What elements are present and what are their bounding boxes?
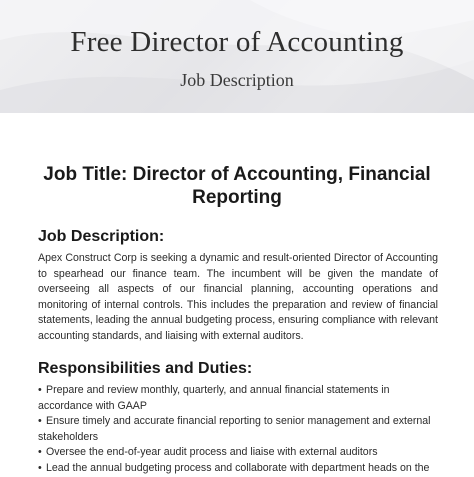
- list-item-text: Ensure timely and accurate financial reporting to senior management and external stakeholders: [38, 415, 431, 443]
- job-title-heading: Job Title: Director of Accounting, Financial Reporting: [43, 164, 431, 208]
- header-banner: [0, 0, 474, 113]
- list-item: [38, 383, 438, 414]
- bullet-icon: •: [38, 461, 42, 474]
- banner-subtitle: Job Description: [180, 70, 294, 90]
- job-description-paragraph: Apex Construct Corp is seeking a dynamic and result-oriented Director of Accounting to spearhead our finance team. The incumbent will be given the mandate of overseeing all aspects of our financial planning, accounting operations and monitoring of internal controls. This includes the preparation and review of financial statements, leading the annual budgeting process, ensuring compliance with relevant accounting standards, and liaising with external auditors.: [38, 252, 438, 342]
- document-page: [0, 113, 474, 473]
- bullet-icon: •: [38, 384, 42, 396]
- responsibilities-list: [38, 383, 438, 477]
- list-item: [38, 445, 438, 461]
- list-item: [38, 461, 438, 477]
- bullet-icon: •: [38, 415, 42, 428]
- bullet-icon: •: [38, 446, 42, 459]
- banner-title: Free Director of Accounting: [70, 26, 404, 58]
- list-item-text: Lead the annual budgeting process and collaborate with department heads on the: [46, 461, 430, 474]
- list-item-text: Oversee the end-of-year audit process and liaise with external auditors: [46, 446, 378, 459]
- job-description-heading: Job Description:: [38, 228, 165, 245]
- list-item: [38, 414, 438, 445]
- responsibilities-heading: Responsibilities and Duties:: [38, 360, 253, 377]
- list-item-text: Prepare and review monthly, quarterly, and annual financial statements in accordance with GAAP: [38, 384, 390, 412]
